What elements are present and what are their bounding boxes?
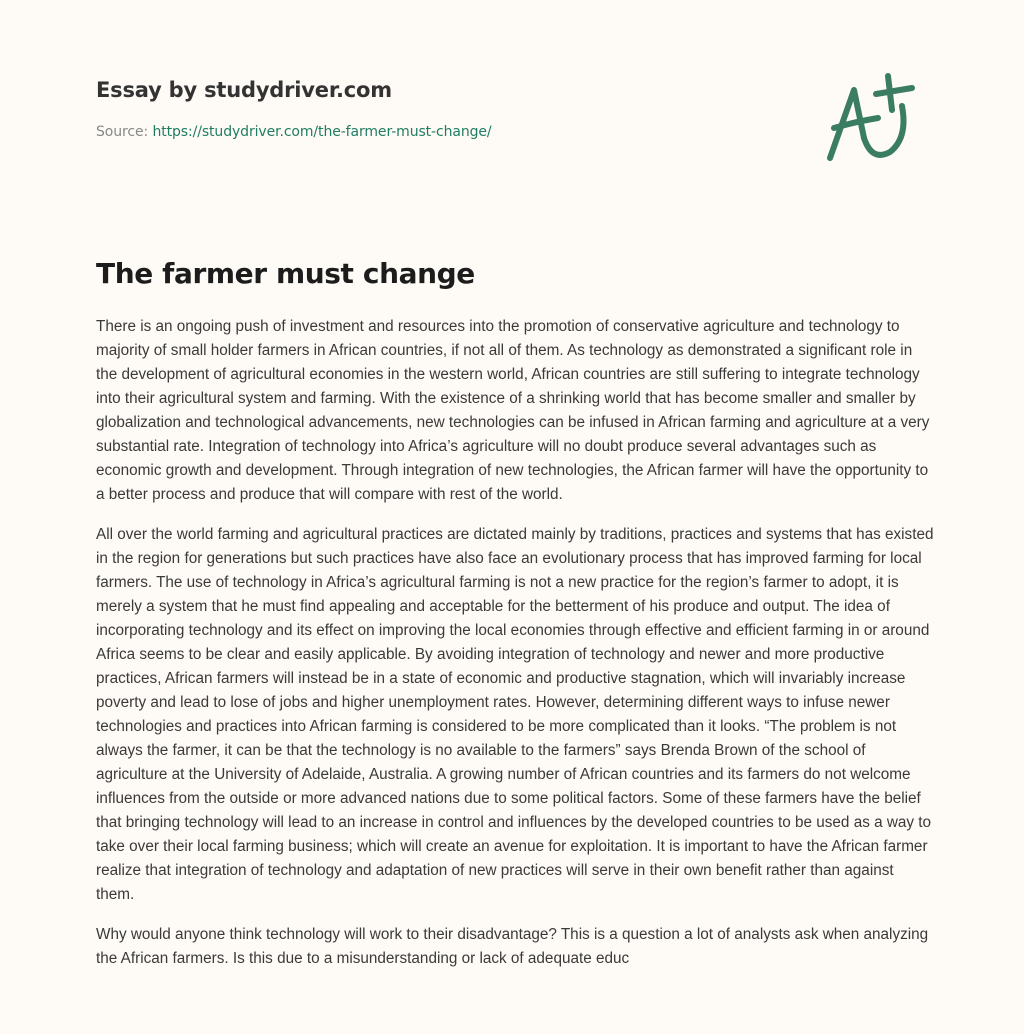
- essay-header: [96, 76, 492, 141]
- article-body: [96, 315, 936, 987]
- article-paragraph: Why would anyone think technology will work to their disadvantage? This is a question a lot of analysts ask when analyzing the African farmers. Is this due to a misunderstanding or lack of adequate educ: [96, 926, 929, 967]
- source-label: Source:: [96, 124, 149, 140]
- article-paragraph: There is an ongoing push of investment and resources into the promotion of conservative agriculture and technology to majority of small holder farmers in African countries, if not all of them. As technology as demonstrated a significant role in the development of agricultural economies in the western world, African countries are still suffering to integrate technology into their agricultural system and farming. With the existence of a shrinking world that has become smaller and smaller by globalization and technological advancements, new technologies can be infused in African farming and agriculture at a very substantial rate. Integration of technology into Africa’s agriculture will no doubt produce several advantages such as economic growth and development. Through integration of new technologies, the African farmer will have the opportunity to a better process and produce that will compare with rest of the world.: [96, 318, 930, 503]
- source-line: [96, 123, 492, 141]
- a-plus-grade-icon: [820, 66, 930, 166]
- source-link[interactable]: https://studydriver.com/the-farmer-must-change/: [152, 124, 492, 140]
- page-title: The farmer must change: [96, 257, 475, 290]
- site-title: Essay by studydriver.com: [96, 78, 392, 102]
- article-paragraph: All over the world farming and agricultural practices are dictated mainly by traditions, practices and systems that has existed in the region for generations but such practices have also face an evolutionary process that has improved farming for local farmers. The use of technology in Africa’s agricultural farming is not a new practice for the region’s farmer to adopt, it is merely a system that he must find appealing and acceptable for the betterment of his produce and output. The idea of incorporating technology and its effect on improving the local economies through effective and efficient farming in or around Africa seems to be clear and easily applicable. By avoiding integration of technology and newer and more productive practices, African farmers will instead be in a state of economic and productive stagnation, which will invariably increase poverty and lead to lose of jobs and higher unemployment rates. However, determining different ways to infuse newer technologies and practices into African farming is considered to be more complicated than it looks. “The problem is not always the farmer, it can be that the technology is no available to the farmers” says Brenda Brown of the school of agriculture at the University of Adelaide, Australia. A growing number of African countries and its farmers do not welcome influences from the outside or more advanced nations due to some political factors. Some of these farmers have the belief that bringing technology will lead to an increase in control and influences by the developed countries to be used as a way to take over their local farming business; which will create an avenue for exploitation. It is important to have the African farmer realize that integration of technology and adaptation of new practices will serve in their own benefit rather than against them.: [96, 526, 934, 903]
